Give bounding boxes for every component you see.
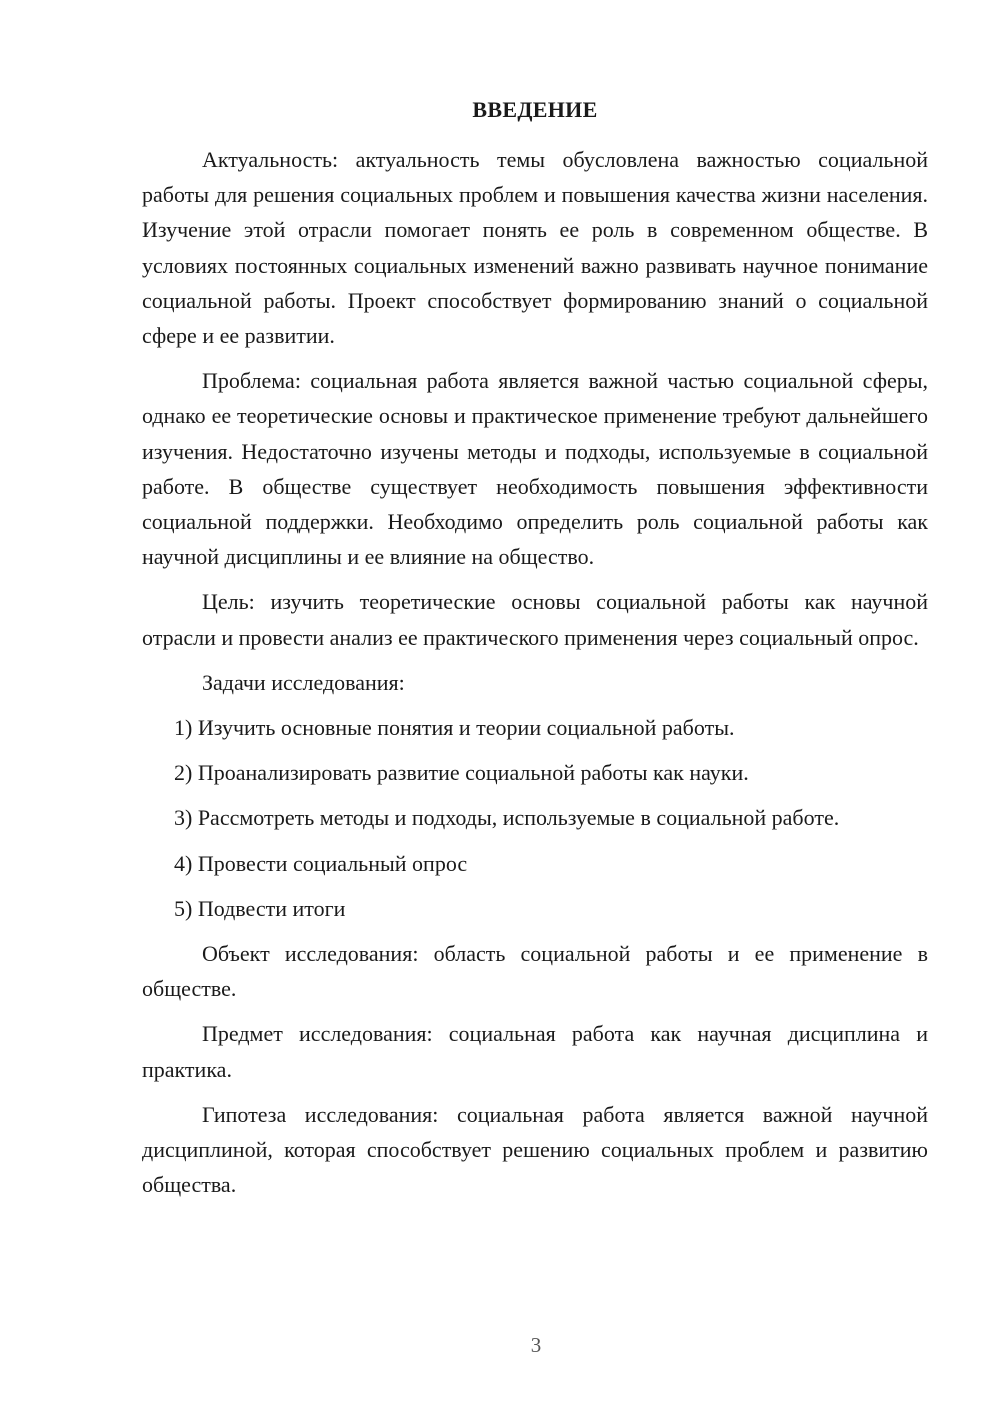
document-title: ВВЕДЕНИЕ — [472, 97, 598, 122]
paragraph-problem: Проблема: социальная работа является важной частью социальной сферы, однако ее теоретические основы и практическое применение требуют дальнейшего изучения. Недостаточно изучены методы и подходы, используемые в социальной работе. В обществе существует необходимость повышения эффективности социальной поддержки. Необходимо определить роль социальной работы как научной дисциплины и ее влияние на общество. — [142, 368, 928, 570]
paragraph-subject: Предмет исследования: социальная работа как научная дисциплина и практика. — [142, 1021, 928, 1082]
page-number: 3 — [530, 1333, 542, 1357]
tasks-heading: Задачи исследования: — [202, 669, 405, 695]
document-page — [142, 92, 928, 1212]
paragraph-object: Объект исследования: область социальной работы и ее применение в обществе. — [142, 941, 928, 1002]
task-item: 5) Подвести итоги — [174, 895, 346, 921]
task-item: 2) Проанализировать развитие социальной работы как науки. — [174, 760, 749, 786]
tasks-list — [142, 710, 928, 926]
task-item: 4) Провести социальный опрос — [174, 850, 468, 876]
paragraph-goal: Цель: изучить теоретические основы социальной работы как научной отрасли и провести анализ ее практического применения через социальный опрос. — [142, 589, 928, 650]
paragraph-hypothesis: Гипотеза исследования: социальная работа является важной научной дисциплиной, которая способствует решению социальных проблем и развитию общества. — [142, 1101, 928, 1198]
task-item: 1) Изучить основные понятия и теории социальной работы. — [174, 715, 735, 741]
task-item: 3) Рассмотреть методы и подходы, используемые в социальной работе. — [174, 805, 840, 831]
paragraph-relevance: Актуальность: актуальность темы обусловлена важностью социальной работы для решения социальных проблем и повышения качества жизни населения. Изучение этой отрасли помогает понять ее роль в современном обществе. В условиях постоянных социальных изменений важно развивать научное понимание социальной работы. Проект способствует формированию знаний о социальной сфере и ее развитии. — [142, 147, 928, 349]
